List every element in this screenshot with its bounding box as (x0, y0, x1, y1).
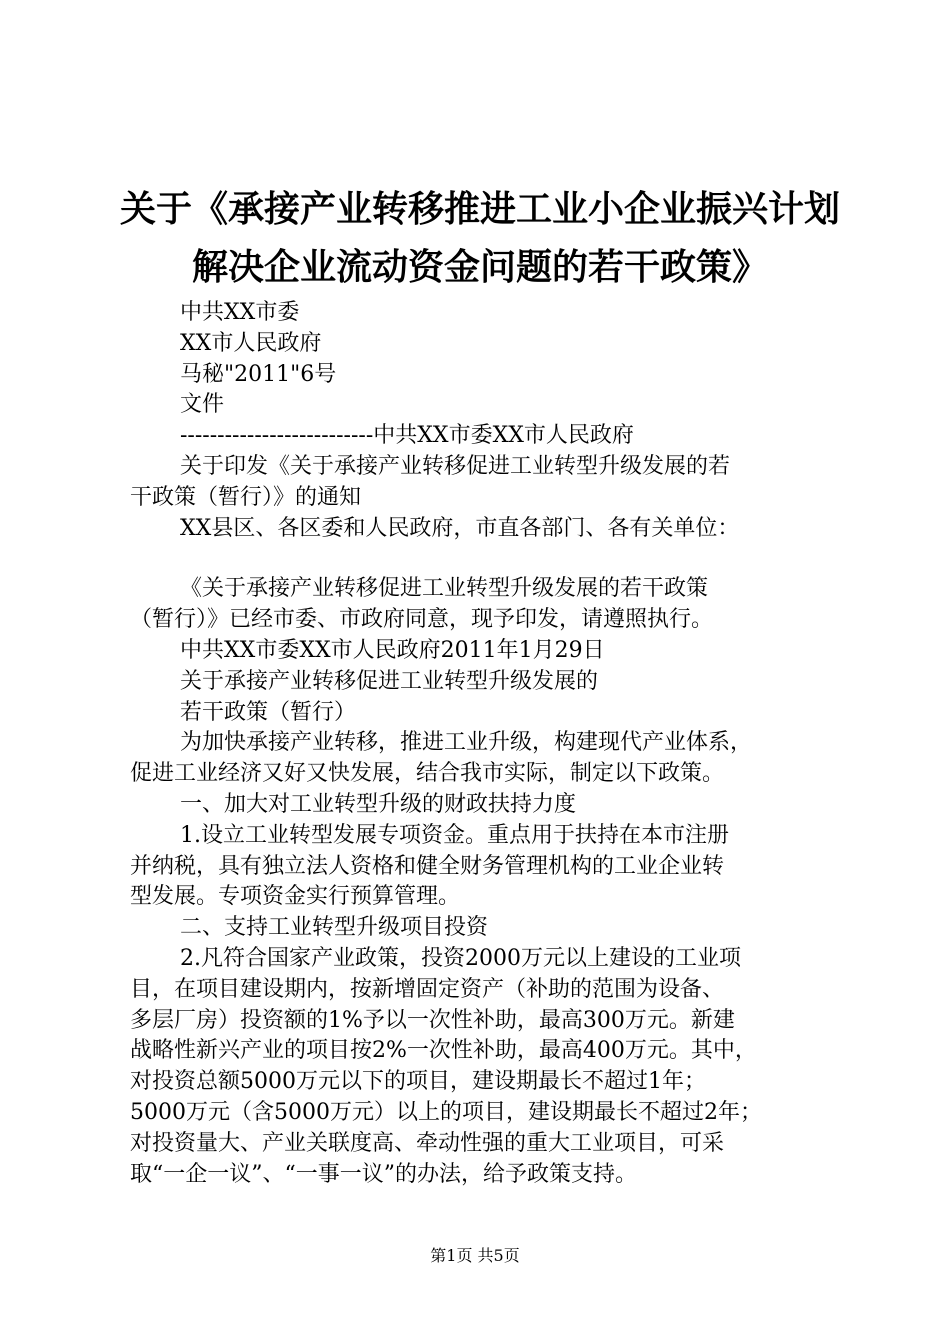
paragraph-line: 促进工业经济又好又快发展，结合我市实际，制定以下政策。 (130, 761, 725, 787)
notice-title: 干政策（暂行）》的通知 (130, 484, 362, 510)
paragraph-line: 对投资量大、产业关联度高、牵动性强的重大工业项目，可采 (130, 1130, 725, 1156)
document-title-line-1: 关于《承接产业转移推进工业小企业振兴计划 (119, 189, 840, 230)
paragraph-line: 取“一企一议”、“一事一议”的办法，给予政策支持。 (130, 1161, 637, 1187)
page-footer: 第1页 共5页 (430, 1246, 520, 1265)
paragraph-line: 对投资总额5000万元以下的项目，建设期最长不超过1年； (130, 1069, 706, 1095)
paragraph-line: （暂行）》已经市委、市政府同意，现予印发，请遵照执行。 (130, 607, 714, 633)
document-body (130, 298, 840, 1190)
paragraph-line: 《关于承接产业转移促进工业转型升级发展的若干政策 (180, 576, 709, 602)
section-heading: 一、加大对工业转型升级的财政扶持力度 (180, 791, 577, 817)
document-title-line-2: 解决企业流动资金问题的若干政策》 (191, 247, 768, 288)
paragraph-line: 并纳税，具有独立法人资格和健全财务管理机构的工业企业转 (130, 853, 725, 879)
issuer-line: 中共XX市委 (180, 300, 300, 325)
section-heading: 关于承接产业转移促进工业转型升级发展的 (180, 668, 599, 694)
paragraph-line: 型发展。专项资金实行预算管理。 (130, 884, 461, 910)
document-type: 文件 (180, 392, 225, 418)
paragraph-line: 1.设立工业转型发展专项资金。重点用于扶持在本市注册 (180, 822, 729, 848)
divider-line: --------------------------中共XX市委XX市人民政府 (180, 423, 634, 449)
addressee: XX县区、各区委和人民政府，市直各部门、各有关单位： (180, 515, 740, 541)
paragraph-line: 2.凡符合国家产业政策，投资2000万元以上建设的工业项 (180, 945, 741, 971)
signature-date: 中共XX市委XX市人民政府2011年1月29日 (180, 637, 605, 663)
notice-title: 关于印发《关于承接产业转移促进工业转型升级发展的若 (180, 453, 731, 479)
paragraph-line: 5000万元（含5000万元）以上的项目，建设期最长不超过2年； (130, 1099, 762, 1125)
document-number: 马秘"2011"6号 (180, 361, 337, 387)
section-heading: 二、支持工业转型升级项目投资 (180, 915, 489, 941)
paragraph-line: 为加快承接产业转移，推进工业升级，构建现代产业体系， (180, 730, 753, 756)
paragraph-line: 目，在项目建设期内，按新增固定资产（补助的范围为设备、 (130, 976, 725, 1002)
paragraph-line: 多层厂房）投资额的1%予以一次性补助，最高300万元。新建 (130, 1007, 735, 1033)
section-heading: 若干政策（暂行） (180, 699, 357, 725)
paragraph-line: 战略性新兴产业的项目按2%一次性补助，最高400万元。其中， (130, 1038, 757, 1064)
blank-line (130, 544, 840, 574)
issuer-line: XX市人民政府 (180, 330, 322, 356)
